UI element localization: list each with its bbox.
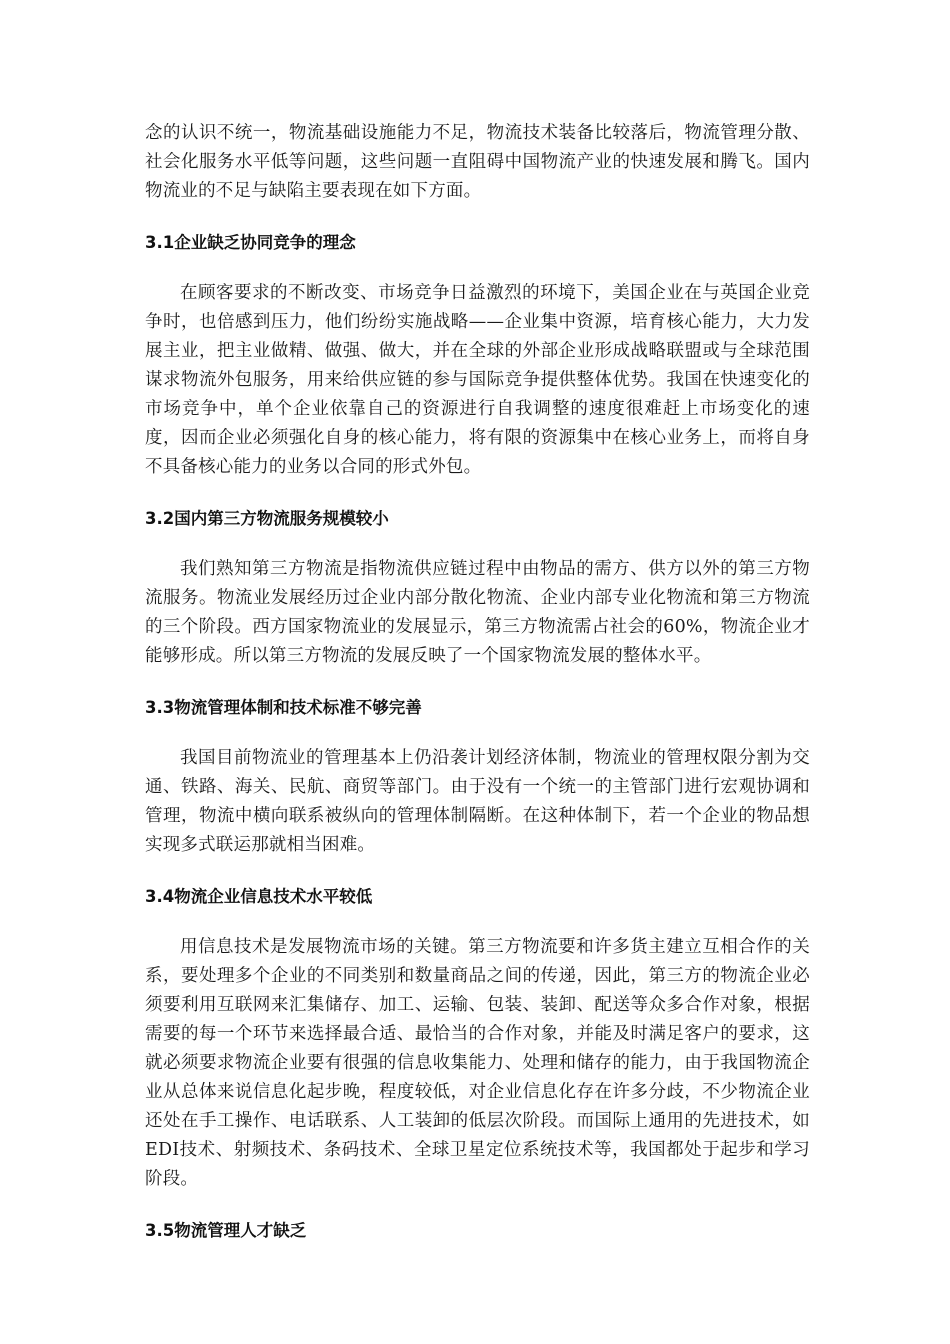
section-heading-3-2: 3.2国内第三方物流服务规模较小	[145, 509, 389, 528]
section-paragraph-3-4: 用信息技术是发展物流市场的关键。第三方物流要和许多货主建立互相合作的关系，要处理多个企业的不同类别和数量商品之间的传递，因此，第三方的物流企业必须要利用互联网来汇集储存、加工、运输、包装、装卸、配送等众多合作对象，根据需要的每一个环节来选择最合适、最恰当的合作对象，并能及时满足客户的要求，这就必须要求物流企业要有很强的信息收集能力、处理和储存的能力，由于我国物流企业从总体来说信息化起步晚，程度较低，对企业信息化存在许多分歧，不少物流企业还处在手工操作、电话联系、人工装卸的低层次阶段。而国际上通用的先进技术，如EDI技术、射频技术、条码技术、全球卫星定位系统技术等，我国都处于起步和学习阶段。	[145, 937, 810, 1189]
section-heading-3-5: 3.5物流管理人才缺乏	[145, 1221, 307, 1240]
document-body	[145, 119, 810, 1245]
section-heading-3-3: 3.3物流管理体制和技术标准不够完善	[145, 698, 422, 717]
section-paragraph-3-1: 在顾客要求的不断改变、市场竞争日益激烈的环境下，美国企业在与英国企业竞争时，也倍感到压力，他们纷纷实施战略——企业集中资源，培育核心能力，大力发展主业，把主业做精、做强、做大，并在全球的外部企业形成战略联盟或与全球范围谋求物流外包服务，用来给供应链的参与国际竞争提供整体优势。我国在快速变化的市场竞争中，单个企业依靠自己的资源进行自我调整的速度很难赶上市场变化的速度，因而企业必须强化自身的核心能力，将有限的资源集中在核心业务上，而将自身不具备核心能力的业务以合同的形式外包。	[145, 283, 810, 477]
section-paragraph-3-3: 我国目前物流业的管理基本上仍沿袭计划经济体制，物流业的管理权限分割为交通、铁路、海关、民航、商贸等部门。由于没有一个统一的主管部门进行宏观协调和管理，物流中横向联系被纵向的管理体制隔断。在这种体制下，若一个企业的物品想实现多式联运那就相当困难。	[145, 748, 810, 855]
section-paragraph-3-2: 我们熟知第三方物流是指物流供应链过程中由物品的需方、供方以外的第三方物流服务。物流业发展经历过企业内部分散化物流、企业内部专业化物流和第三方物流的三个阶段。西方国家物流业的发展显示，第三方物流需占社会的60%，物流企业才能够形成。所以第三方物流的发展反映了一个国家物流发展的整体水平。	[145, 559, 810, 666]
section-heading-3-1: 3.1企业缺乏协同竞争的理念	[145, 233, 356, 252]
intro-paragraph: 念的认识不统一，物流基础设施能力不足，物流技术装备比较落后，物流管理分散、社会化服务水平低等问题，这些问题一直阻碍中国物流产业的快速发展和腾飞。国内物流业的不足与缺陷主要表现在如下方面。	[145, 123, 810, 201]
section-heading-3-4: 3.4物流企业信息技术水平较低	[145, 887, 373, 906]
